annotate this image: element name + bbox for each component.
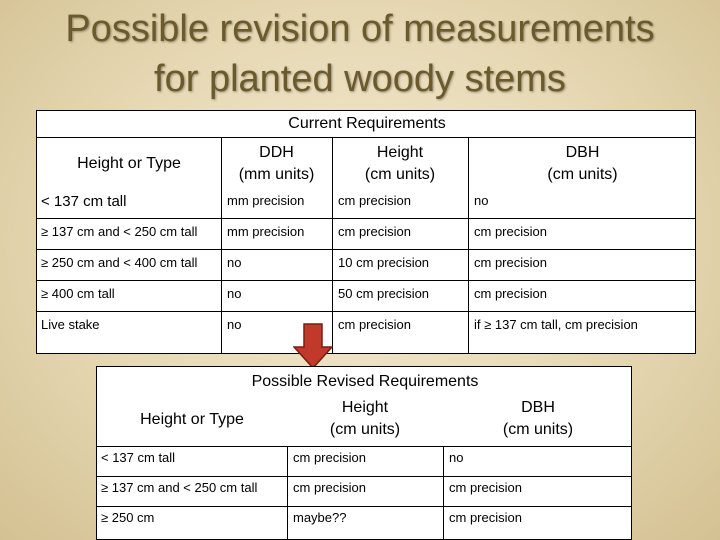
title-line-2: for planted woody stems — [154, 58, 566, 100]
current-row-5-ddh: no — [227, 317, 242, 332]
current-row-2-dbh: cm precision — [474, 224, 547, 239]
revised-header-height-unit: (cm units) — [329, 421, 401, 438]
current-row-5-height: cm precision — [338, 317, 411, 332]
current-row-2-ddh: mm precision — [227, 224, 305, 239]
down-arrow-icon — [293, 323, 333, 369]
current-row-4-type: ≥ 400 cm tall — [41, 286, 115, 301]
current-header-height-unit: (cm units) — [364, 166, 436, 183]
current-row-4-dbh: cm precision — [474, 286, 547, 301]
current-row-2-type: ≥ 137 cm and < 250 cm tall — [41, 224, 198, 239]
current-header-dbh-label: DBH — [565, 144, 600, 161]
current-row-3-height: 10 cm precision — [338, 255, 430, 270]
revised-caption: Possible Revised Requirements — [251, 373, 479, 390]
revised-row-2-height: cm precision — [293, 480, 366, 495]
current-header-dbh — [468, 142, 697, 186]
current-header-height — [332, 142, 468, 186]
revised-row-3-dbh: cm precision — [449, 510, 522, 525]
slide-title — [0, 4, 720, 104]
current-row-4-ddh: no — [227, 286, 242, 301]
current-row-1-ddh: mm precision — [227, 193, 305, 208]
current-row-1-type: < 137 cm tall — [41, 193, 127, 210]
current-row-3-dbh: cm precision — [474, 255, 547, 270]
current-row-1-dbh: no — [474, 193, 489, 208]
revised-requirements-table — [96, 366, 632, 540]
current-header-height-label: Height — [376, 144, 424, 161]
current-row-4-height: 50 cm precision — [338, 286, 430, 301]
revised-row-2-type: ≥ 137 cm and < 250 cm tall — [101, 480, 258, 495]
revised-header-dbh-unit: (cm units) — [502, 421, 574, 438]
current-header-dbh-unit: (cm units) — [547, 166, 618, 183]
current-row-5-dbh: if ≥ 137 cm tall, cm precision — [474, 317, 638, 332]
revised-row-1-dbh: no — [449, 450, 464, 465]
current-header-type: Height or Type — [77, 155, 181, 172]
current-row-2-height: cm precision — [338, 224, 411, 239]
revised-header-dbh — [443, 397, 633, 441]
title-line-1: Possible revision of measurements — [65, 8, 655, 50]
revised-header-height — [287, 397, 443, 441]
revised-row-3-height: maybe?? — [293, 510, 347, 525]
revised-row-2-dbh: cm precision — [449, 480, 522, 495]
current-row-3-ddh: no — [227, 255, 242, 270]
current-requirements-table — [36, 110, 696, 354]
current-header-ddh-label: DDH — [259, 144, 294, 161]
revised-header-type: Height or Type — [140, 411, 244, 428]
revised-header-dbh-label: DBH — [521, 399, 555, 416]
current-header-ddh — [221, 142, 332, 186]
current-header-ddh-unit: (mm units) — [238, 166, 315, 183]
current-row-5-type: Live stake — [41, 317, 100, 332]
current-row-3-type: ≥ 250 cm and < 400 cm tall — [41, 255, 198, 270]
current-caption: Current Requirements — [288, 115, 446, 132]
revised-row-1-type: < 137 cm tall — [101, 450, 176, 465]
current-row-1-height: cm precision — [338, 193, 411, 208]
revised-row-3-type: ≥ 250 cm — [101, 510, 155, 525]
revised-header-height-label: Height — [341, 399, 389, 416]
revised-row-1-height: cm precision — [293, 450, 366, 465]
